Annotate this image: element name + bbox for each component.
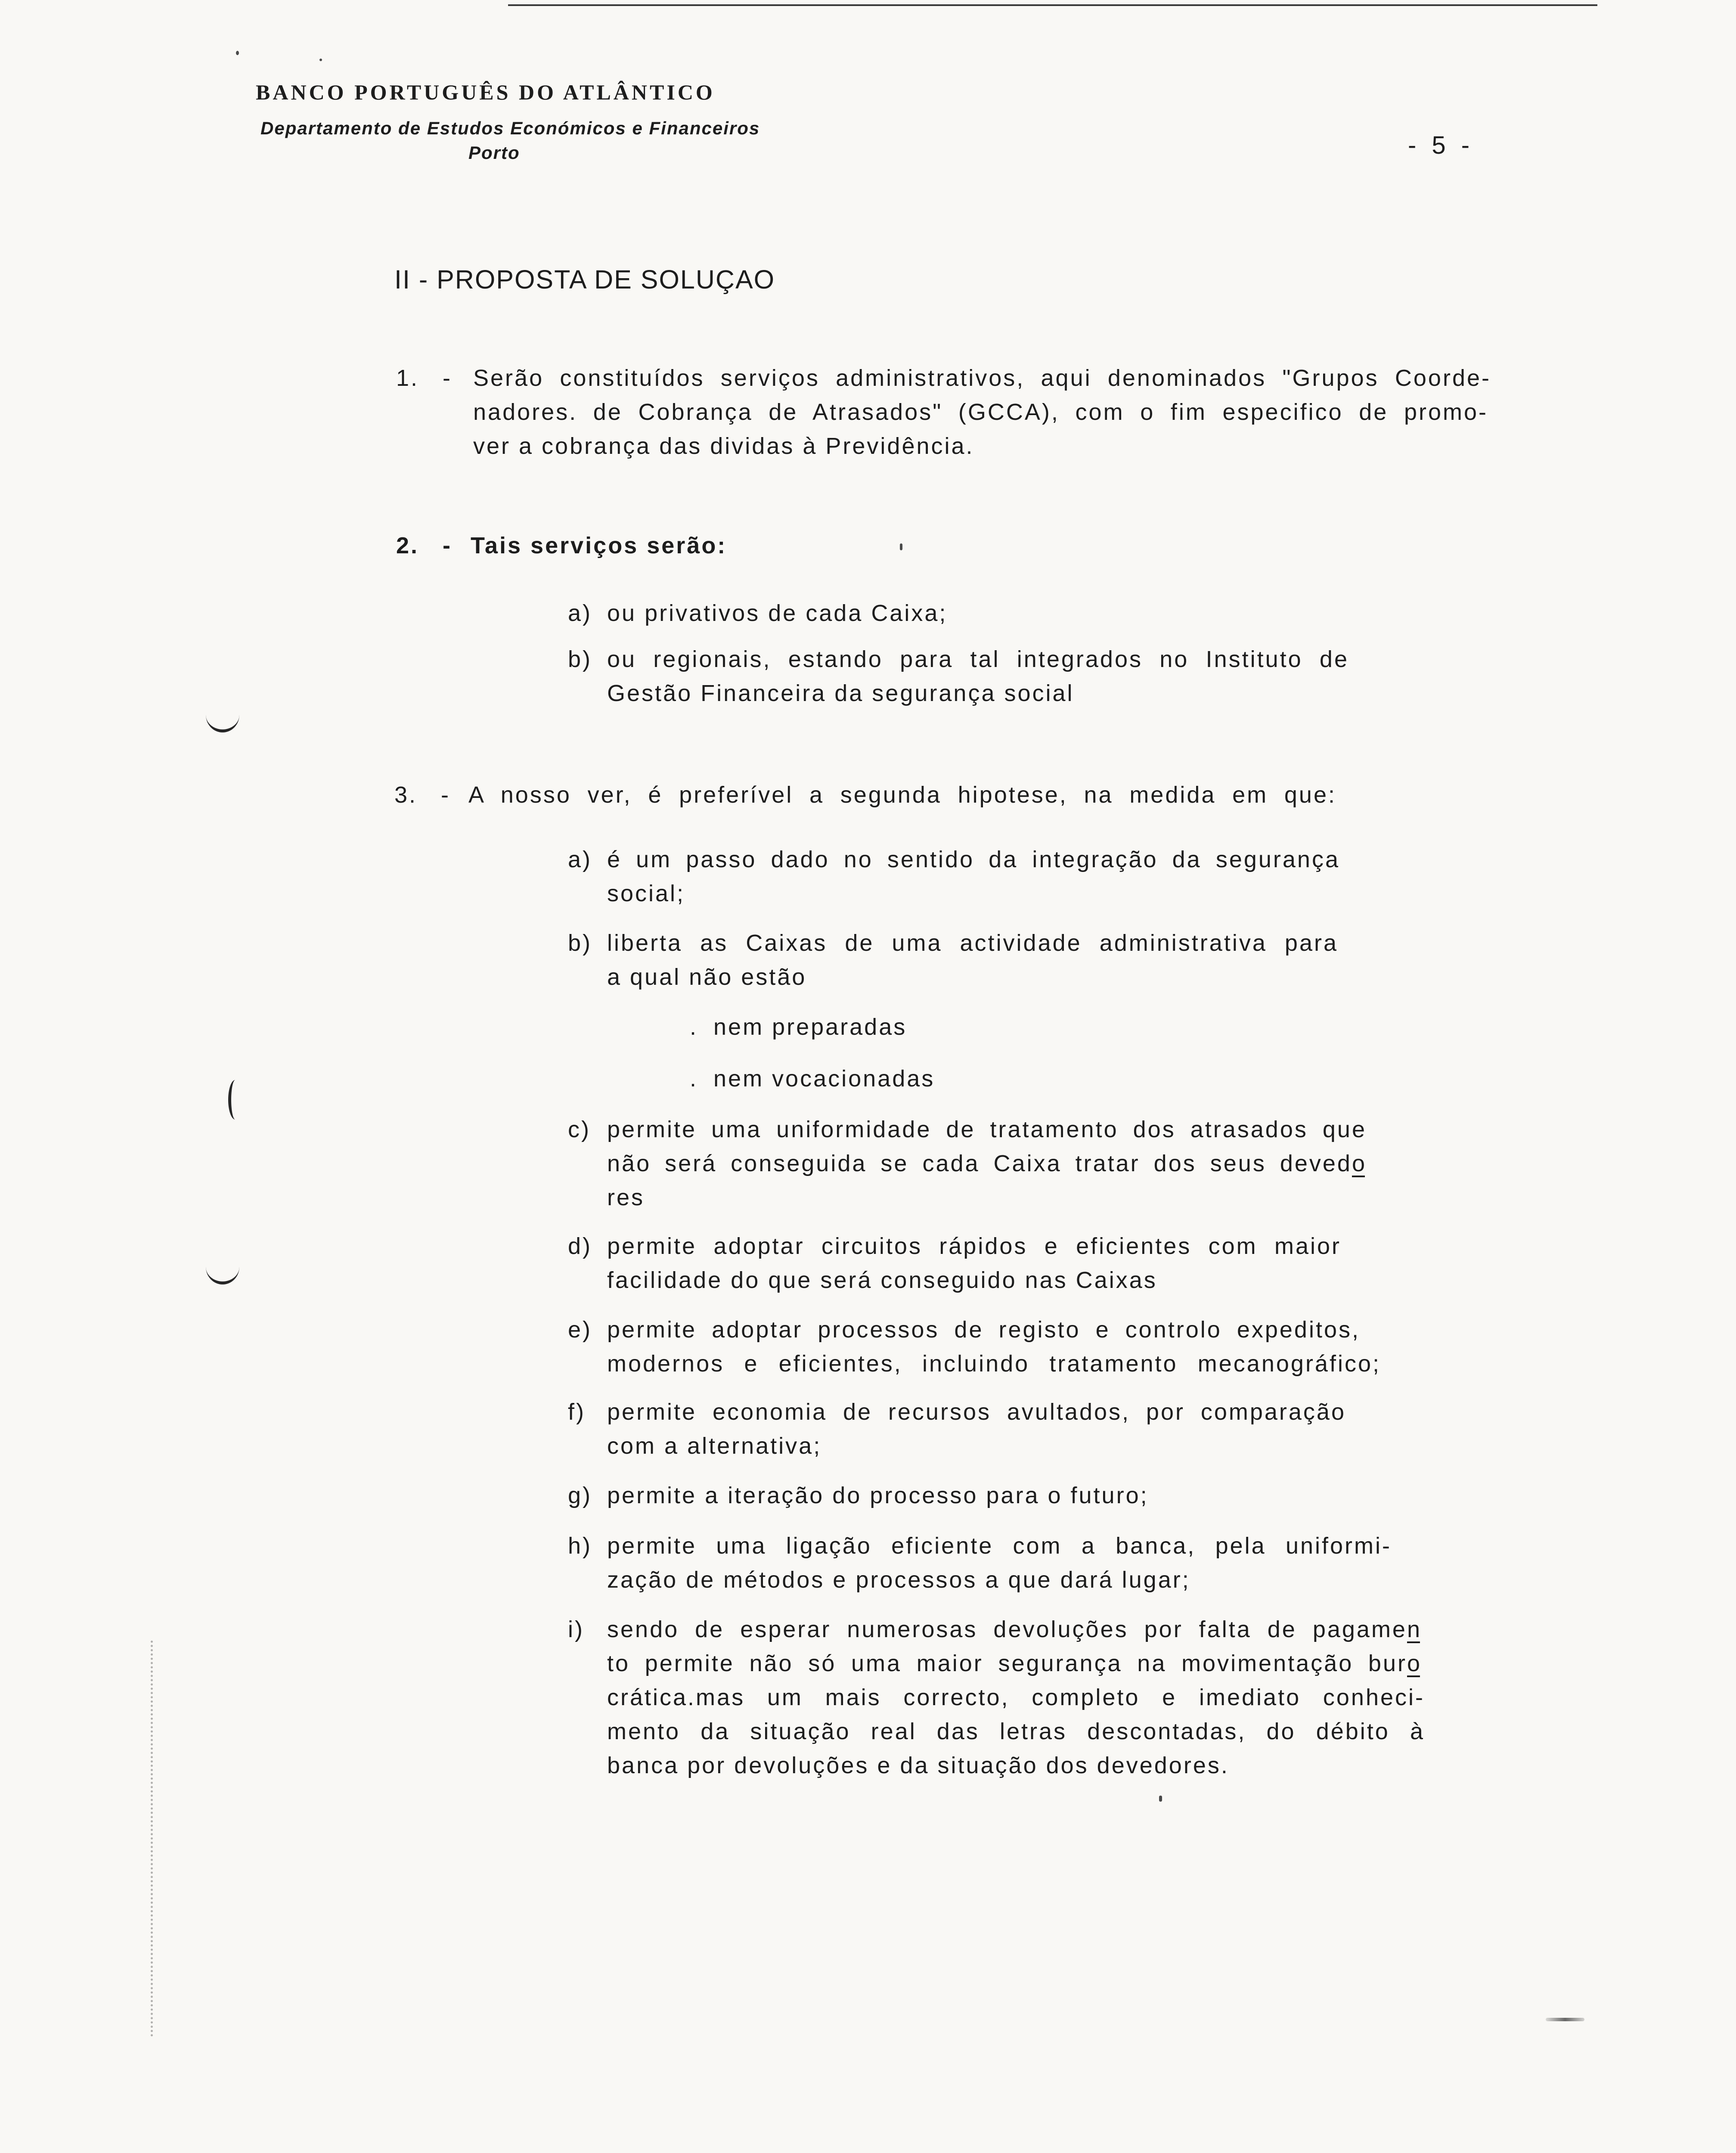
list-label: d) — [568, 1233, 592, 1259]
paragraph-line: facilidade do que será conseguido nas Caixas — [607, 1267, 1157, 1293]
paragraph-line: não será conseguida se cada Caixa tratar dos seus devedo — [607, 1147, 1365, 1181]
list-text — [607, 642, 1349, 710]
paragraph-line: permite uma ligação eficiente com a banca, pela uniformi- — [607, 1533, 1392, 1559]
list-text — [607, 1313, 1381, 1381]
list-text — [607, 1395, 1346, 1463]
item-text — [468, 778, 1336, 812]
paragraph-line: banca por devoluções e da situação dos devedores. — [607, 1753, 1229, 1778]
list-text — [607, 1613, 1425, 1783]
paragraph-line: permite adoptar circuitos rápidos e eficientes com maior — [607, 1233, 1341, 1259]
paragraph-line: a qual não estão — [607, 964, 807, 990]
list-label: b) — [568, 930, 592, 956]
paragraph-line: é um passo dado no sentido da integração da segurança — [607, 847, 1340, 872]
list-text — [607, 1229, 1341, 1297]
item-text — [471, 529, 727, 563]
top-rule — [508, 4, 1597, 6]
scan-speck — [319, 59, 322, 61]
bullet-marker: . — [690, 1014, 698, 1040]
list-label: a) — [568, 600, 592, 626]
list-text — [607, 843, 1340, 911]
paragraph-line: A nosso ver, é preferível a segunda hipotese, na medida em que: — [468, 782, 1336, 808]
paragraph-line: Tais serviços serão: — [471, 533, 727, 558]
list-label: i) — [568, 1616, 584, 1642]
item-number: 1. - — [396, 365, 453, 391]
bullet-marker: . — [690, 1066, 698, 1092]
paragraph-line: modernos e eficientes, incluindo tratamento mecanográfico; — [607, 1351, 1381, 1377]
list-text — [607, 596, 947, 630]
list-label: b) — [568, 646, 592, 672]
paragraph-line: com a alternativa; — [607, 1433, 822, 1459]
paragraph-line: zação de métodos e processos a que dará lugar; — [607, 1567, 1190, 1593]
item-number: 3. - — [394, 782, 451, 808]
paragraph-line: Serão constituídos serviços administrativos, aqui denominados "Grupos Coorde- — [473, 365, 1491, 391]
item-text — [473, 361, 1491, 463]
page-number: - 5 - — [1408, 131, 1474, 159]
list-text — [607, 1113, 1367, 1215]
item-number: 2. - — [396, 533, 453, 558]
section-title: II - PROPOSTA DE SOLUÇAO — [394, 265, 775, 294]
list-label: c) — [568, 1117, 591, 1142]
list-label: a) — [568, 847, 592, 872]
margin-arc-mark — [206, 1267, 239, 1284]
city-name: Porto — [468, 143, 520, 163]
paragraph-line: liberta as Caixas de uma actividade administrativa para — [607, 930, 1338, 956]
paragraph-line: nadores. de Cobrança de Atrasados" (GCCA), com o fim especifico de promo- — [473, 399, 1488, 425]
paragraph-line: ou privativos de cada Caixa; — [607, 600, 948, 626]
list-label: h) — [568, 1533, 592, 1559]
margin-bracket-mark — [228, 1080, 242, 1120]
paragraph-line: permite uma uniformidade de tratamento dos atrasados que — [607, 1117, 1367, 1142]
paragraph-line: ou regionais, estando para tal integrados no Instituto de — [607, 646, 1349, 672]
scan-speckles — [151, 1641, 153, 2037]
bullet-text: nem vocacionadas — [713, 1066, 935, 1092]
bank-name: BANCO PORTUGUÊS DO ATLÂNTICO — [256, 80, 715, 104]
paragraph-line: social; — [607, 881, 685, 906]
department-name: Departamento de Estudos Económicos e Financeiros — [260, 118, 760, 138]
bullet-text: nem preparadas — [713, 1014, 907, 1040]
list-label: e) — [568, 1317, 592, 1343]
margin-arc-mark — [206, 715, 239, 732]
paragraph-line: permite economia de recursos avultados, por comparação — [607, 1399, 1346, 1425]
list-text — [607, 1479, 1149, 1513]
paragraph-line: crática.mas um mais correcto, completo e imediato conheci- — [607, 1685, 1425, 1710]
scan-speck — [1159, 1796, 1162, 1802]
paragraph-line: sendo de esperar numerosas devoluções por falta de pagamen — [607, 1613, 1420, 1647]
paragraph-line: ver a cobrança das dividas à Previdência. — [473, 433, 974, 459]
scan-speck — [236, 51, 239, 55]
paragraph-line: permite adoptar processos de registo e controlo expeditos, — [607, 1317, 1360, 1343]
paragraph-line: permite a iteração do processo para o futuro; — [607, 1483, 1149, 1508]
paragraph-line: Gestão Financeira da segurança social — [607, 680, 1074, 706]
paragraph-line: to permite não só uma maior segurança na movimentação buro — [607, 1647, 1420, 1681]
paragraph-line: mento da situação real das letras descontadas, do débito à — [607, 1719, 1425, 1744]
scan-speck — [900, 543, 902, 550]
list-label: f) — [568, 1399, 586, 1425]
scan-smudge — [1546, 2018, 1584, 2021]
list-text — [607, 926, 1338, 994]
list-label: g) — [568, 1483, 592, 1508]
list-text — [607, 1529, 1392, 1597]
paragraph-line: res — [607, 1185, 645, 1210]
